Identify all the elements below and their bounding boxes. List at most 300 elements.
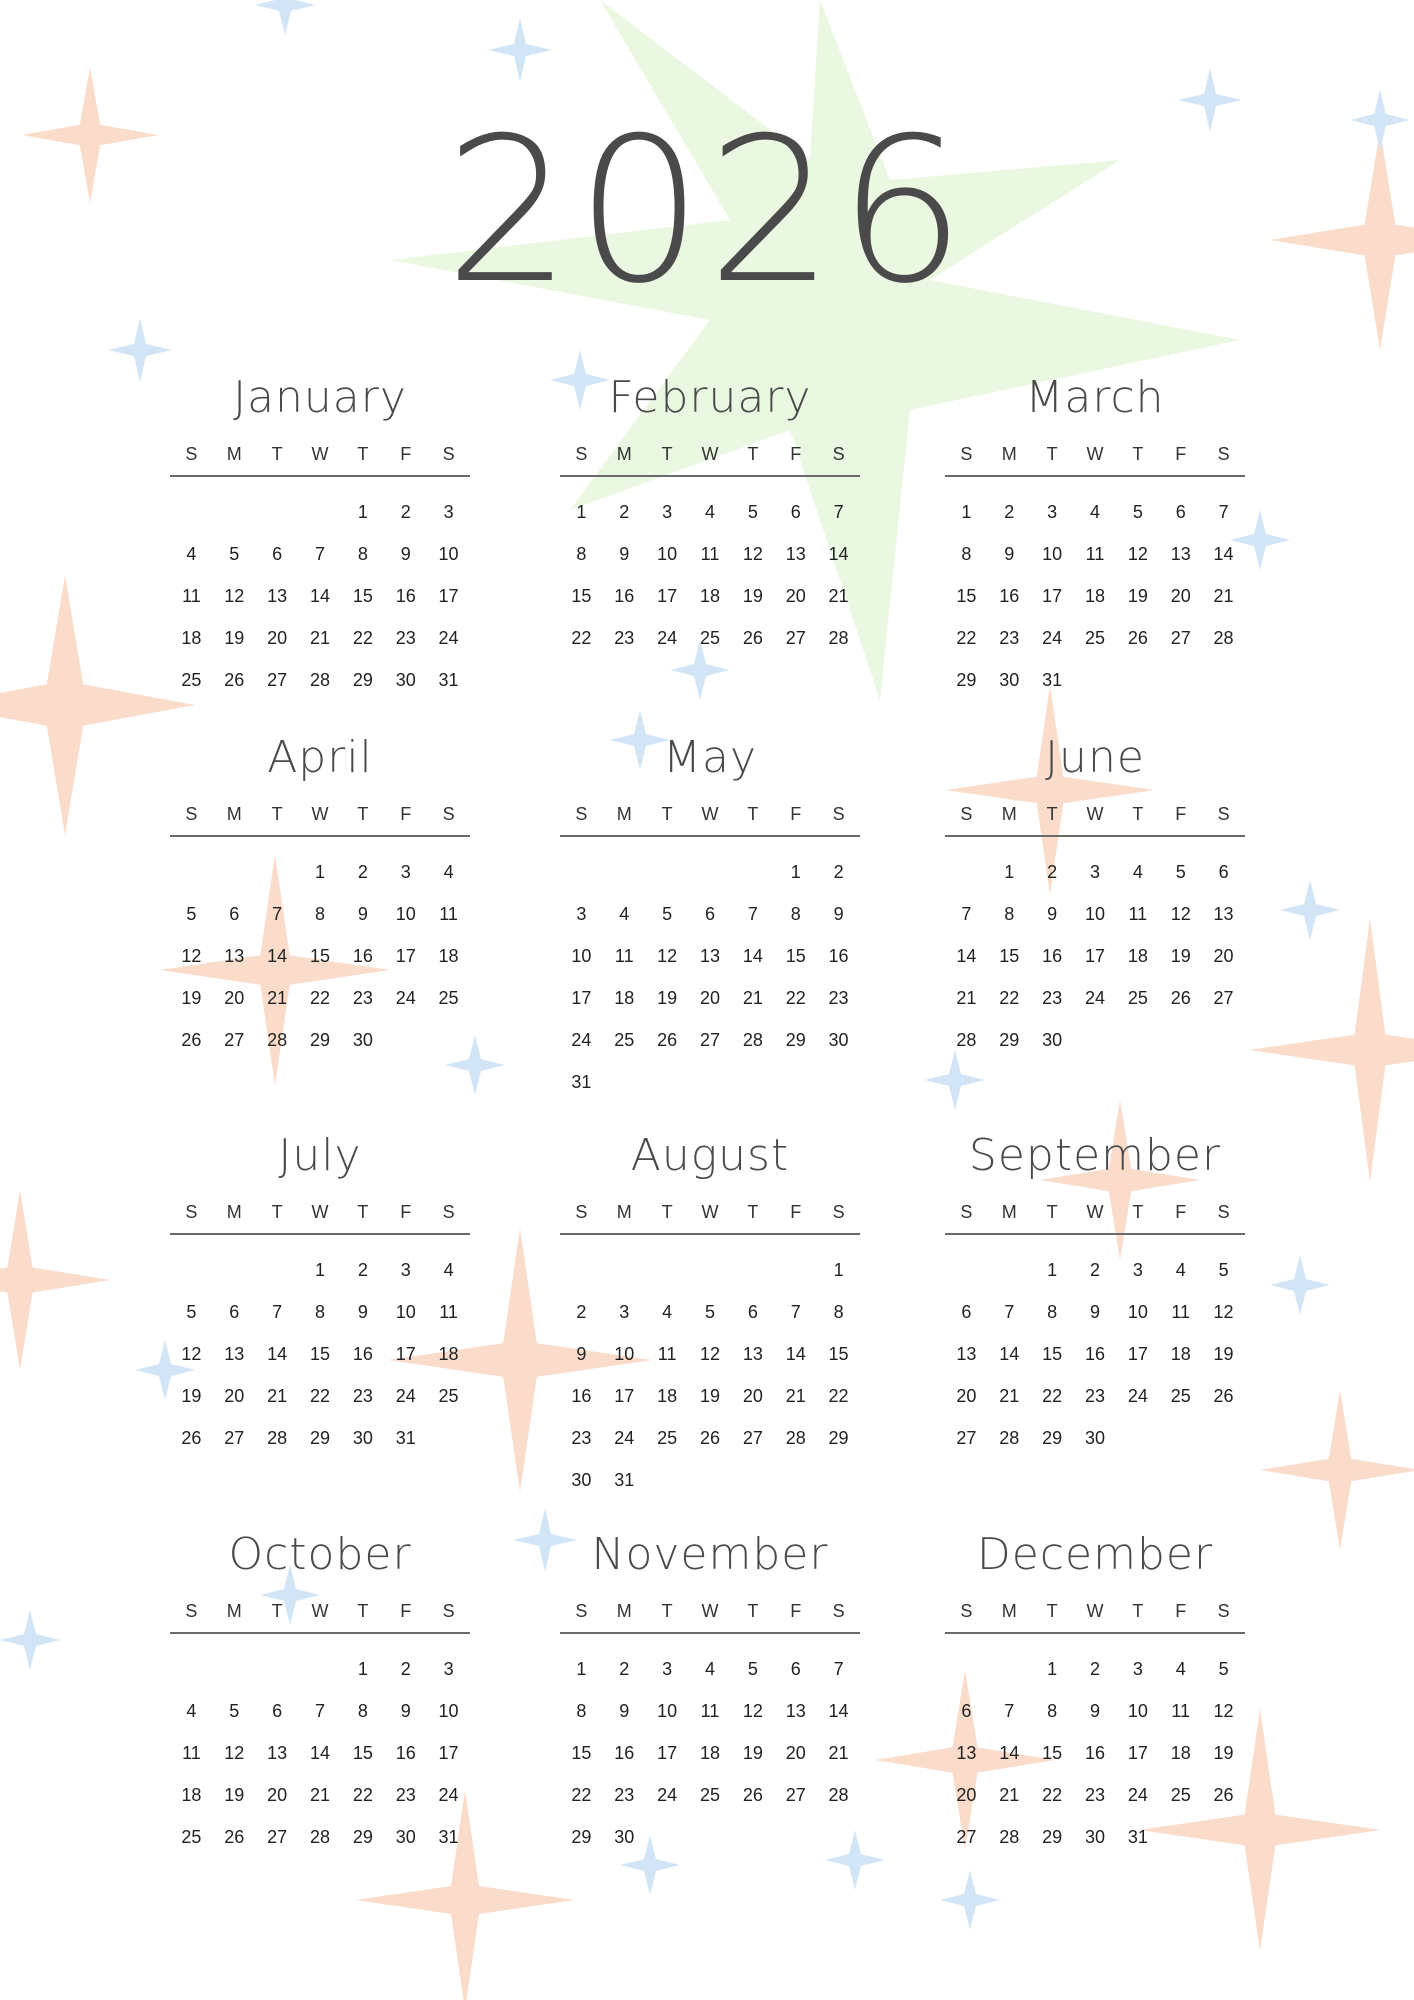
day-cell: 27 [699, 1030, 720, 1050]
blue-sparkle-icon [1270, 1255, 1330, 1315]
day-cell: 26 [224, 1827, 245, 1847]
day-cell: 24 [1127, 1785, 1148, 1805]
day-cell: 13 [699, 946, 720, 966]
weekday-label: S [832, 804, 845, 824]
day-cell: 5 [747, 502, 758, 522]
day-cell: 7 [314, 1701, 325, 1721]
weekday-header [170, 804, 470, 837]
day-cell: 26 [699, 1428, 720, 1448]
day-cell: 20 [785, 1743, 806, 1763]
weekday-label: T [661, 1601, 673, 1621]
day-cell: 14 [828, 1701, 849, 1721]
peach-star-icon [1249, 918, 1414, 1182]
weekday-label: F [1175, 1202, 1187, 1222]
day-cell: 12 [1213, 1701, 1234, 1721]
empty-day-cell [646, 851, 689, 893]
day-cell: 8 [1004, 904, 1015, 924]
day-cell: 22 [309, 1386, 330, 1406]
month-name: October [228, 1529, 412, 1580]
day-cell: 29 [1042, 1827, 1063, 1847]
weekday-label: S [832, 1202, 845, 1222]
blue-sparkle-icon [0, 1610, 60, 1670]
empty-day-cell [213, 1249, 256, 1291]
day-cell: 12 [742, 544, 763, 564]
day-cell: 31 [614, 1470, 635, 1490]
weekday-label: T [271, 1601, 283, 1621]
weekday-label: M [1001, 1202, 1017, 1222]
weekday-label: W [1086, 1601, 1104, 1621]
day-cell: 23 [828, 988, 849, 1008]
day-cell: 24 [657, 628, 678, 648]
day-cell: 2 [1089, 1260, 1100, 1280]
day-cell: 4 [1175, 1659, 1186, 1679]
day-cell: 8 [833, 1302, 844, 1322]
day-cell: 18 [181, 628, 202, 648]
empty-day-cell [945, 1648, 988, 1690]
day-cell: 6 [1218, 862, 1229, 882]
day-cell: 5 [229, 544, 240, 564]
day-cell: 26 [657, 1030, 678, 1050]
day-cell: 17 [1042, 586, 1063, 606]
day-cell: 16 [614, 1743, 635, 1763]
day-cell: 11 [439, 1302, 458, 1322]
weekday-header [945, 1601, 1245, 1634]
day-cell: 11 [700, 1701, 720, 1721]
day-cell: 18 [1170, 1344, 1191, 1364]
day-cell: 14 [309, 1743, 330, 1763]
weekday-label: T [357, 1601, 369, 1621]
day-cell: 17 [614, 1386, 635, 1406]
weekday-label: F [400, 804, 412, 824]
day-cell: 7 [747, 904, 758, 924]
day-cell: 1 [576, 502, 587, 522]
empty-day-cell [256, 851, 299, 893]
day-cell: 19 [181, 1386, 202, 1406]
day-cell: 12 [224, 1743, 245, 1763]
day-cell: 9 [619, 544, 630, 564]
day-cell: 24 [614, 1428, 635, 1448]
day-cell: 4 [443, 862, 454, 882]
day-grid [945, 491, 1245, 701]
weekday-label: T [271, 444, 283, 464]
day-cell: 24 [657, 1785, 678, 1805]
month-march [945, 370, 1245, 701]
month-september [945, 1128, 1245, 1459]
month-june [945, 730, 1245, 1061]
day-cell: 30 [828, 1030, 849, 1050]
day-cell: 30 [352, 1428, 373, 1448]
month-name: May [663, 732, 757, 783]
day-cell: 14 [999, 1743, 1020, 1763]
day-cell: 23 [1042, 988, 1063, 1008]
weekday-label: T [1046, 804, 1058, 824]
day-cell: 9 [1004, 544, 1015, 564]
day-cell: 6 [961, 1302, 972, 1322]
day-cell: 20 [956, 1785, 977, 1805]
day-cell: 31 [571, 1072, 592, 1092]
day-cell: 24 [1042, 628, 1063, 648]
weekday-header [170, 1601, 470, 1634]
day-cell: 29 [828, 1428, 849, 1448]
day-cell: 1 [961, 502, 972, 522]
weekday-label: T [1132, 444, 1144, 464]
day-cell: 9 [833, 904, 844, 924]
day-cell: 10 [1042, 544, 1063, 564]
day-cell: 14 [309, 586, 330, 606]
empty-day-cell [988, 1249, 1031, 1291]
day-cell: 7 [1004, 1701, 1015, 1721]
day-cell: 19 [742, 586, 763, 606]
day-cell: 13 [1213, 904, 1234, 924]
weekday-label: T [271, 804, 283, 824]
month-january [170, 370, 470, 701]
weekday-label: S [1217, 1202, 1230, 1222]
day-cell: 24 [395, 1386, 416, 1406]
weekday-label: M [226, 804, 242, 824]
day-cell: 6 [747, 1302, 758, 1322]
empty-day-cell [170, 1249, 213, 1291]
day-cell: 22 [956, 628, 977, 648]
day-cell: 20 [1170, 586, 1191, 606]
day-cell: 5 [1175, 862, 1186, 882]
empty-day-cell [256, 1648, 299, 1690]
weekday-label: F [1175, 804, 1187, 824]
day-cell: 21 [828, 1743, 849, 1763]
day-cell: 21 [999, 1785, 1020, 1805]
day-cell: 1 [833, 1260, 844, 1280]
weekday-label: M [616, 1601, 632, 1621]
day-cell: 28 [828, 628, 849, 648]
day-cell: 21 [1213, 586, 1234, 606]
weekday-label: F [400, 1202, 412, 1222]
day-grid [170, 851, 470, 1061]
day-cell: 21 [742, 988, 763, 1008]
day-cell: 16 [571, 1386, 592, 1406]
day-cell: 6 [229, 1302, 240, 1322]
day-cell: 6 [272, 544, 283, 564]
weekday-label: S [575, 1202, 588, 1222]
weekday-label: S [442, 804, 455, 824]
day-grid [560, 491, 860, 659]
day-cell: 11 [614, 946, 634, 966]
day-cell: 2 [619, 1659, 630, 1679]
day-cell: 10 [571, 946, 592, 966]
weekday-label: S [575, 804, 588, 824]
day-cell: 8 [790, 904, 801, 924]
weekday-label: F [400, 1601, 412, 1621]
day-cell: 10 [657, 544, 678, 564]
day-cell: 22 [828, 1386, 849, 1406]
day-cell: 2 [1047, 862, 1058, 882]
weekday-label: S [185, 1202, 198, 1222]
weekday-label: S [832, 1601, 845, 1621]
weekday-label: W [1086, 804, 1104, 824]
weekday-header [560, 1202, 860, 1235]
day-cell: 5 [186, 904, 197, 924]
empty-day-cell [731, 1249, 774, 1291]
day-cell: 1 [357, 502, 368, 522]
weekday-header [170, 1202, 470, 1235]
day-cell: 8 [1047, 1701, 1058, 1721]
day-cell: 21 [267, 988, 288, 1008]
day-cell: 13 [224, 946, 245, 966]
weekday-header [560, 444, 860, 477]
day-cell: 27 [1170, 628, 1191, 648]
day-cell: 13 [267, 1743, 288, 1763]
day-cell: 15 [571, 586, 592, 606]
day-cell: 25 [1170, 1785, 1191, 1805]
weekday-header [560, 1601, 860, 1634]
weekday-label: M [1001, 1601, 1017, 1621]
day-cell: 26 [1213, 1785, 1234, 1805]
weekday-label: S [442, 1601, 455, 1621]
day-cell: 26 [181, 1030, 202, 1050]
empty-day-cell [560, 851, 603, 893]
day-cell: 30 [999, 670, 1020, 690]
day-cell: 5 [1218, 1659, 1229, 1679]
day-cell: 15 [828, 1344, 849, 1364]
day-cell: 20 [267, 628, 288, 648]
day-cell: 27 [785, 1785, 806, 1805]
day-cell: 3 [619, 1302, 630, 1322]
weekday-label: T [661, 444, 673, 464]
weekday-label: M [226, 1202, 242, 1222]
weekday-label: T [271, 1202, 283, 1222]
day-cell: 18 [657, 1386, 678, 1406]
day-cell: 9 [576, 1344, 587, 1364]
weekday-label: T [1132, 804, 1144, 824]
weekday-label: F [790, 1202, 802, 1222]
day-cell: 9 [1089, 1302, 1100, 1322]
day-cell: 3 [400, 1260, 411, 1280]
day-cell: 20 [1213, 946, 1234, 966]
day-cell: 10 [395, 904, 416, 924]
day-cell: 9 [357, 904, 368, 924]
weekday-label: S [575, 1601, 588, 1621]
day-cell: 16 [1084, 1344, 1105, 1364]
day-cell: 16 [395, 586, 416, 606]
day-cell: 30 [614, 1827, 635, 1847]
month-december [945, 1527, 1245, 1858]
blue-sparkle-icon [255, 0, 315, 35]
month-name: November [591, 1529, 829, 1580]
weekday-label: W [1086, 444, 1104, 464]
day-cell: 10 [438, 544, 459, 564]
day-cell: 3 [576, 904, 587, 924]
day-cell: 26 [1170, 988, 1191, 1008]
day-cell: 25 [699, 628, 720, 648]
day-cell: 29 [785, 1030, 806, 1050]
weekday-label: T [1046, 444, 1058, 464]
weekday-label: W [311, 1601, 329, 1621]
day-cell: 4 [704, 1659, 715, 1679]
day-cell: 26 [742, 628, 763, 648]
day-cell: 13 [742, 1344, 763, 1364]
day-cell: 20 [742, 1386, 763, 1406]
day-cell: 3 [1132, 1659, 1143, 1679]
month-name: June [1045, 732, 1145, 783]
day-cell: 3 [662, 1659, 673, 1679]
day-cell: 19 [742, 1743, 763, 1763]
weekday-label: T [1046, 1202, 1058, 1222]
day-cell: 19 [1213, 1344, 1234, 1364]
day-cell: 26 [1213, 1386, 1234, 1406]
day-cell: 18 [699, 1743, 720, 1763]
day-cell: 7 [314, 544, 325, 564]
weekday-label: W [311, 804, 329, 824]
day-cell: 30 [395, 1827, 416, 1847]
day-cell: 25 [657, 1428, 678, 1448]
day-cell: 29 [999, 1030, 1020, 1050]
peach-star-icon [0, 1190, 110, 1370]
day-cell: 18 [699, 586, 720, 606]
day-cell: 15 [309, 1344, 330, 1364]
day-cell: 15 [1042, 1743, 1063, 1763]
weekday-label: M [226, 1601, 242, 1621]
day-cell: 25 [438, 988, 459, 1008]
day-cell: 13 [224, 1344, 245, 1364]
day-cell: 5 [229, 1701, 240, 1721]
day-cell: 18 [614, 988, 635, 1008]
day-cell: 15 [1042, 1344, 1063, 1364]
day-cell: 23 [1084, 1386, 1105, 1406]
day-cell: 3 [1047, 502, 1058, 522]
day-cell: 26 [742, 1785, 763, 1805]
day-cell: 17 [395, 946, 416, 966]
weekday-label: W [701, 444, 719, 464]
blue-sparkle-icon [108, 318, 172, 382]
day-cell: 11 [1085, 544, 1105, 564]
day-cell: 16 [352, 1344, 373, 1364]
weekday-label: S [442, 1202, 455, 1222]
day-cell: 25 [699, 1785, 720, 1805]
empty-day-cell [256, 1249, 299, 1291]
weekday-label: F [790, 1601, 802, 1621]
day-cell: 29 [309, 1428, 330, 1448]
day-cell: 13 [785, 1701, 806, 1721]
day-cell: 26 [224, 670, 245, 690]
weekday-label: T [1132, 1601, 1144, 1621]
day-cell: 30 [1084, 1428, 1105, 1448]
weekday-label: T [357, 444, 369, 464]
day-cell: 27 [956, 1428, 977, 1448]
day-cell: 17 [1127, 1344, 1148, 1364]
day-cell: 27 [742, 1428, 763, 1448]
month-april [170, 730, 470, 1061]
weekday-label: T [1132, 1202, 1144, 1222]
day-cell: 8 [357, 1701, 368, 1721]
day-cell: 31 [1042, 670, 1063, 690]
day-cell: 11 [182, 1743, 201, 1763]
day-cell: 10 [1084, 904, 1105, 924]
day-cell: 14 [956, 946, 977, 966]
day-cell: 28 [956, 1030, 977, 1050]
day-cell: 20 [956, 1386, 977, 1406]
weekday-label: T [747, 804, 759, 824]
day-cell: 20 [699, 988, 720, 1008]
day-cell: 3 [443, 1659, 454, 1679]
weekday-label: S [442, 444, 455, 464]
day-cell: 21 [999, 1386, 1020, 1406]
day-cell: 8 [1047, 1302, 1058, 1322]
weekday-label: T [357, 804, 369, 824]
day-cell: 4 [704, 502, 715, 522]
month-july [170, 1128, 470, 1459]
day-cell: 1 [790, 862, 801, 882]
empty-day-cell [603, 1249, 646, 1291]
day-cell: 9 [619, 1701, 630, 1721]
month-name: August [630, 1130, 790, 1181]
day-cell: 12 [699, 1344, 720, 1364]
weekday-label: S [185, 444, 198, 464]
day-cell: 6 [790, 502, 801, 522]
day-cell: 13 [956, 1344, 977, 1364]
day-cell: 31 [1127, 1827, 1148, 1847]
day-cell: 2 [400, 502, 411, 522]
empty-day-cell [731, 851, 774, 893]
day-cell: 17 [438, 586, 459, 606]
day-cell: 19 [224, 1785, 245, 1805]
empty-day-cell [646, 1249, 689, 1291]
weekday-label: S [185, 1601, 198, 1621]
weekday-label: F [790, 444, 802, 464]
day-cell: 8 [576, 544, 587, 564]
empty-day-cell [170, 491, 213, 533]
day-cell: 7 [1004, 1302, 1015, 1322]
day-cell: 14 [267, 946, 288, 966]
day-cell: 10 [1127, 1302, 1148, 1322]
weekday-label: S [960, 444, 973, 464]
weekday-label: M [226, 444, 242, 464]
day-cell: 12 [181, 946, 202, 966]
day-cell: 15 [956, 586, 977, 606]
empty-day-cell [213, 851, 256, 893]
day-cell: 24 [1084, 988, 1105, 1008]
day-cell: 7 [272, 904, 283, 924]
day-cell: 2 [400, 1659, 411, 1679]
day-cell: 27 [267, 1827, 288, 1847]
day-cell: 30 [571, 1470, 592, 1490]
day-cell: 21 [785, 1386, 806, 1406]
day-cell: 12 [657, 946, 678, 966]
weekday-label: W [311, 444, 329, 464]
day-cell: 11 [1171, 1302, 1191, 1322]
day-cell: 4 [1089, 502, 1100, 522]
day-cell: 1 [357, 1659, 368, 1679]
day-cell: 2 [833, 862, 844, 882]
day-cell: 28 [267, 1428, 288, 1448]
day-cell: 25 [1084, 628, 1105, 648]
day-grid [945, 1648, 1245, 1858]
day-cell: 18 [181, 1785, 202, 1805]
day-cell: 7 [833, 1659, 844, 1679]
day-cell: 15 [352, 586, 373, 606]
day-cell: 5 [1132, 502, 1143, 522]
day-cell: 29 [956, 670, 977, 690]
day-cell: 14 [1213, 544, 1234, 564]
weekday-label: M [616, 1202, 632, 1222]
day-grid [170, 1249, 470, 1459]
day-cell: 9 [1089, 1701, 1100, 1721]
day-cell: 2 [576, 1302, 587, 1322]
day-cell: 27 [224, 1030, 245, 1050]
empty-day-cell [170, 1648, 213, 1690]
day-cell: 27 [956, 1827, 977, 1847]
day-grid [560, 1249, 860, 1501]
weekday-header [945, 1202, 1245, 1235]
day-cell: 25 [181, 670, 202, 690]
day-cell: 28 [1213, 628, 1234, 648]
